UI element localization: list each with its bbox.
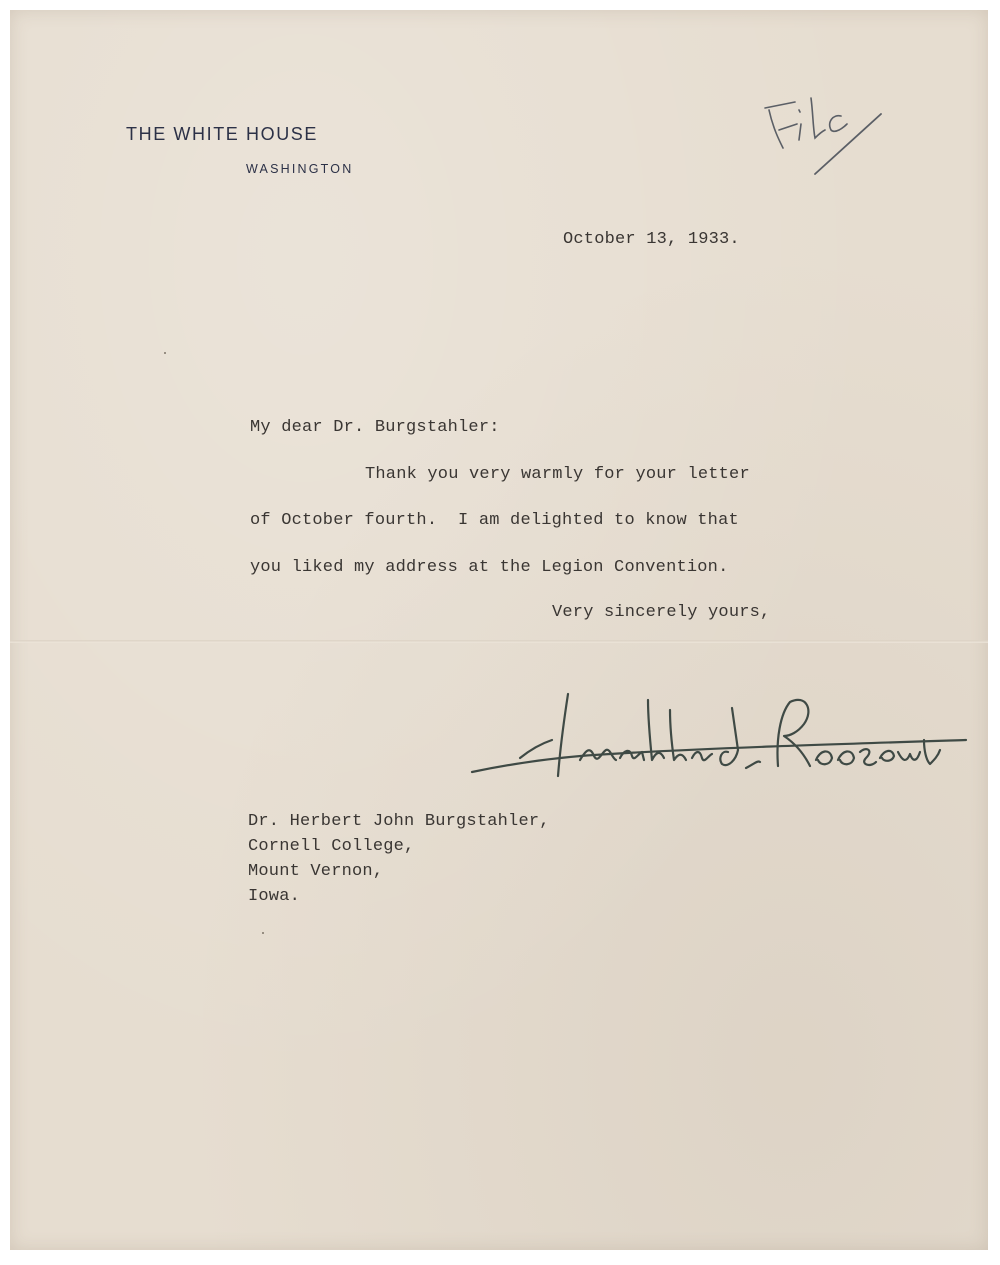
- recipient-address-line: Dr. Herbert John Burgstahler,: [248, 812, 550, 831]
- body-line: Thank you very warmly for your letter: [365, 465, 750, 484]
- letter-date: October 13, 1933.: [563, 230, 740, 249]
- letterhead-subtitle: WASHINGTON: [246, 162, 354, 176]
- body-line: of October fourth. I am delighted to know that: [250, 511, 739, 530]
- closing: Very sincerely yours,: [552, 603, 771, 622]
- recipient-address-line: Mount Vernon,: [248, 862, 384, 881]
- handwritten-signature: [460, 680, 970, 790]
- paper-speck: [262, 932, 264, 934]
- salutation: My dear Dr. Burgstahler:: [250, 418, 500, 437]
- handwritten-file-annotation: [755, 88, 885, 183]
- letterhead-title: THE WHITE HOUSE: [126, 124, 319, 144]
- body-line: you liked my address at the Legion Convention.: [250, 558, 729, 577]
- recipient-address-line: Iowa.: [248, 887, 301, 906]
- letter-sheet: [10, 10, 988, 1250]
- paper-fold-crease: [10, 640, 988, 643]
- recipient-address-line: Cornell College,: [248, 837, 415, 856]
- paper-speck: [164, 352, 166, 354]
